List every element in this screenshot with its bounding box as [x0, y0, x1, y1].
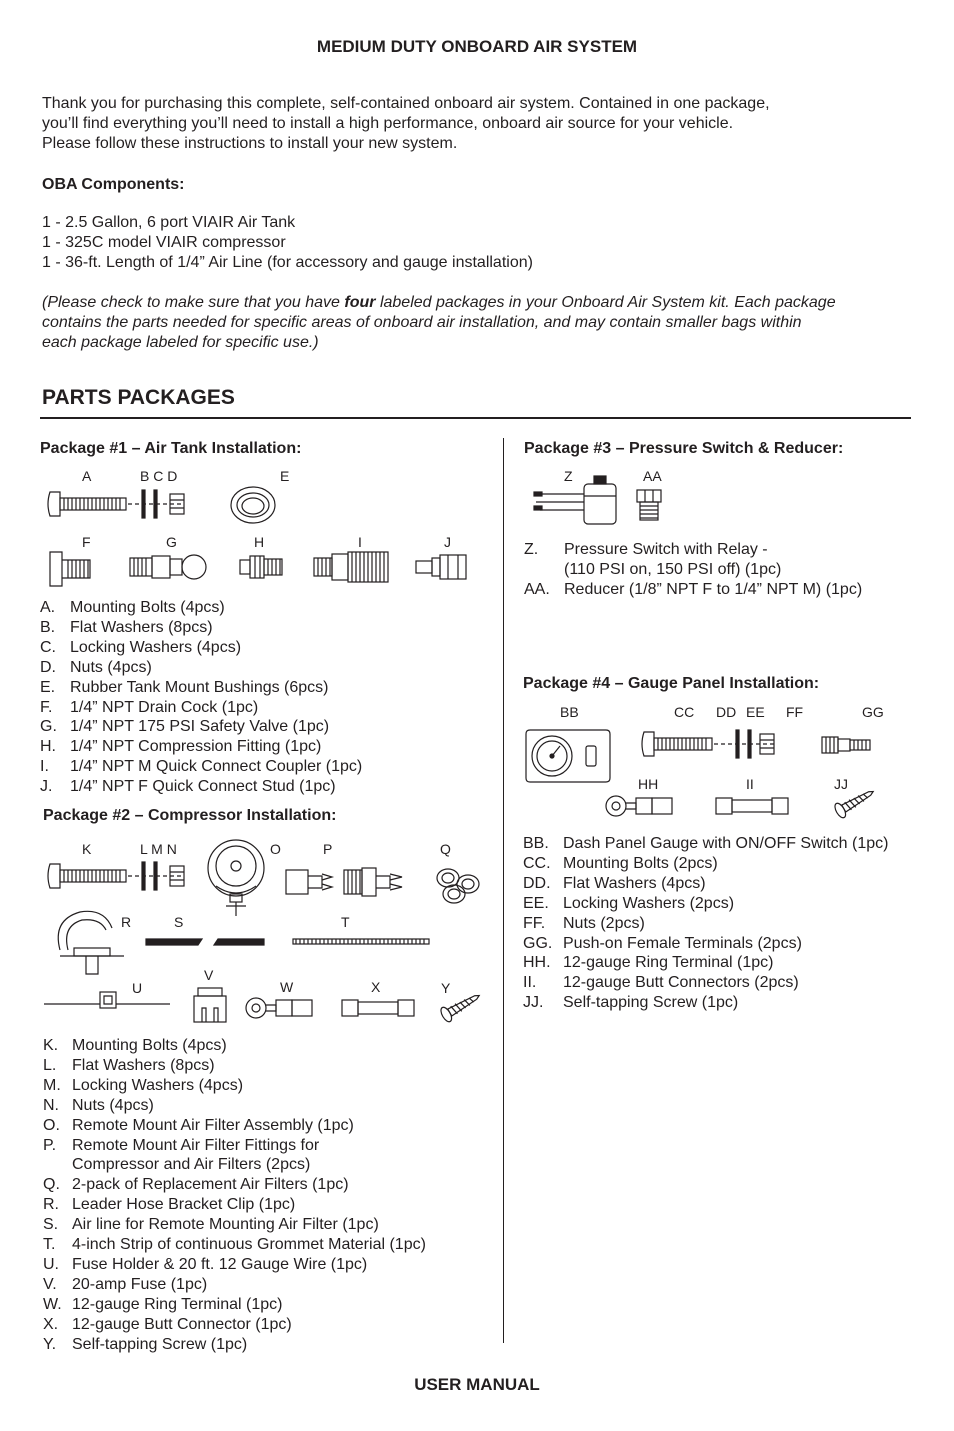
list-item: V. 20-amp Fuse (1pc): [43, 1275, 208, 1293]
parts-packages-heading: PARTS PACKAGES: [42, 386, 235, 409]
list-item: AA. Reducer (1/8” NPT F to 1/4” NPT M) (1pc): [524, 580, 863, 598]
intro-line: Please follow these instructions to install your new system.: [42, 135, 458, 152]
components-list: [42, 213, 533, 273]
self-tapping-screw-icon: [832, 786, 878, 818]
label-k: K: [82, 841, 92, 857]
ring-terminal-icon: [604, 794, 676, 818]
label-cc: CC: [674, 704, 695, 720]
package-1-list: [40, 598, 362, 797]
replacement-filters-icon: [434, 866, 484, 906]
label-p: P: [323, 841, 333, 857]
list-item: F. 1/4” NPT Drain Cock (1pc): [40, 698, 259, 716]
list-item: X. 12-gauge Butt Connector (1pc): [43, 1315, 292, 1333]
hose-bracket-clip-icon: [50, 900, 130, 980]
list-item: C. Locking Washers (4pcs): [40, 638, 242, 656]
list-item: I. 1/4” NPT M Quick Connect Coupler (1pc): [40, 758, 363, 776]
pressure-switch-icon: [532, 472, 622, 528]
label-u: U: [132, 980, 143, 996]
list-item: S. Air line for Remote Mounting Air Filter (1pc): [43, 1216, 379, 1234]
label-ee: EE: [746, 704, 765, 720]
list-item: D. Nuts (4pcs): [40, 658, 152, 676]
label-dd: DD: [716, 704, 737, 720]
label-f: F: [82, 534, 91, 550]
label-bcd: B C D: [140, 468, 178, 484]
label-q: Q: [440, 841, 451, 857]
list-item: Compressor and Air Filters (2pcs): [72, 1156, 311, 1174]
list-item: G. 1/4” NPT 175 PSI Safety Valve (1pc): [40, 718, 330, 736]
label-g: G: [166, 534, 177, 550]
package-1-title: Package #1 – Air Tank Installation:: [40, 440, 302, 457]
drain-cock-icon: [46, 548, 96, 590]
note-line: contains the parts needed for specific areas of onboard air installation, and may contain smaller bags within: [42, 314, 802, 331]
document-title: MEDIUM DUTY ONBOARD AIR SYSTEM: [316, 37, 638, 56]
list-item: M. Locking Washers (4pcs): [43, 1076, 244, 1094]
self-tapping-screw-icon: [438, 990, 484, 1022]
quick-connect-stud-icon: [414, 552, 470, 582]
list-item: Q. 2-pack of Replacement Air Filters (1pc): [43, 1176, 349, 1194]
list-item: FF. Nuts (2pcs): [523, 914, 645, 932]
quick-connect-coupler-icon: [312, 550, 392, 584]
package-4-title: Package #4 – Gauge Panel Installation:: [523, 675, 820, 692]
list-item: W. 12-gauge Ring Terminal (1pc): [43, 1295, 283, 1313]
fuse-icon: [190, 986, 230, 1024]
gauge-bolt-washers-nut-icon: [640, 726, 780, 762]
label-j: J: [444, 534, 451, 550]
label-gg: GG: [862, 704, 884, 720]
list-item: EE. Locking Washers (2pcs): [523, 894, 735, 912]
list-item: J. 1/4” NPT F Quick Connect Stud (1pc): [40, 778, 336, 796]
intro-paragraph: [42, 94, 770, 154]
butt-connector-icon: [340, 996, 416, 1020]
note-line: each package labeled for specific use.): [42, 334, 319, 351]
label-lmn: L M N: [140, 841, 177, 857]
compression-fitting-icon: [238, 552, 286, 582]
list-item: BB. Dash Panel Gauge with ON/OFF Switch (1pc): [523, 835, 889, 852]
list-item: JJ. Self-tapping Screw (1pc): [523, 994, 739, 1012]
butt-connector-icon: [714, 794, 790, 818]
package-4-list: [523, 834, 888, 1013]
list-item: K. Mounting Bolts (4pcs): [43, 1037, 227, 1054]
rubber-bushing-icon: [228, 484, 278, 526]
intro-line: Thank you for purchasing this complete, self-contained onboard air system. Contained in one package,: [42, 95, 770, 112]
component-item: 1 - 36-ft. Length of 1/4” Air Line (for accessory and gauge installation): [42, 254, 533, 271]
components-heading: OBA Components:: [42, 176, 185, 193]
mounting-bolt-washers-nut-icon: [46, 486, 196, 522]
reducer-icon: [634, 488, 664, 522]
list-item: L. Flat Washers (8pcs): [43, 1056, 215, 1074]
note-emphasis: four: [344, 294, 376, 311]
dash-panel-gauge-icon: [524, 728, 614, 784]
package-2-title: Package #2 – Compressor Installation:: [43, 807, 337, 824]
list-item: O. Remote Mount Air Filter Assembly (1pc): [43, 1116, 354, 1134]
list-item: U. Fuse Holder & 20 ft. 12 Gauge Wire (1pc): [43, 1255, 368, 1273]
filter-fittings-icon: [284, 862, 414, 902]
list-item: E. Rubber Tank Mount Bushings (6pcs): [40, 678, 329, 696]
label-x: X: [371, 979, 381, 995]
list-item: CC. Mounting Bolts (2pcs): [523, 854, 718, 872]
list-item: T. 4-inch Strip of continuous Grommet Material (1pc): [43, 1236, 426, 1254]
list-item: Z. Pressure Switch with Relay -: [524, 541, 768, 558]
label-aa: AA: [643, 468, 662, 484]
list-item: II. 12-gauge Butt Connectors (2pcs): [523, 974, 799, 992]
package-note: [42, 293, 836, 353]
list-item: P. Remote Mount Air Filter Fittings for: [43, 1136, 320, 1154]
list-item: HH. 12-gauge Ring Terminal (1pc): [523, 954, 774, 972]
package-3-title: Package #3 – Pressure Switch & Reducer:: [524, 440, 844, 457]
note-line: (Please check to make sure that you have four labeled packages in your Onboard Air System kit. Each package: [42, 294, 836, 311]
list-item: H. 1/4” NPT Compression Fitting (1pc): [40, 738, 322, 756]
label-y: Y: [441, 980, 451, 996]
grommet-strip-icon: [292, 938, 432, 946]
list-item: Y. Self-tapping Screw (1pc): [43, 1335, 248, 1353]
label-ii: II: [746, 776, 754, 792]
list-item: N. Nuts (4pcs): [43, 1096, 154, 1114]
list-item: B. Flat Washers (8pcs): [40, 618, 213, 636]
label-i: I: [358, 534, 362, 550]
label-r: R: [121, 914, 132, 930]
column-divider: [503, 438, 504, 1343]
component-item: 1 - 2.5 Gallon, 6 port VIAIR Air Tank: [42, 214, 296, 231]
label-a: A: [82, 468, 92, 484]
label-ff: FF: [786, 704, 804, 720]
intro-line: you’ll find everything you’ll need to install a high performance, onboard air source for your vehicle.: [42, 115, 734, 132]
package-3-list: [524, 540, 862, 600]
list-item: R. Leader Hose Bracket Clip (1pc): [43, 1196, 296, 1214]
package-2-list: [43, 1036, 426, 1355]
list-item: (110 PSI on, 150 PSI off) (1pc): [564, 560, 782, 578]
page-footer: USER MANUAL: [414, 1375, 540, 1394]
mounting-bolt-washers-nut-icon: [46, 858, 196, 894]
label-o: O: [270, 841, 281, 857]
label-s: S: [174, 914, 184, 930]
ring-terminal-icon: [244, 996, 316, 1020]
air-filter-icon: [202, 838, 270, 918]
fuse-holder-icon: [44, 988, 174, 1012]
label-bb: BB: [560, 704, 579, 720]
label-t: T: [341, 914, 350, 930]
female-terminal-icon: [820, 734, 874, 756]
label-hh: HH: [638, 776, 659, 792]
list-item: GG. Push-on Female Terminals (2pcs): [523, 934, 802, 952]
safety-valve-icon: [128, 552, 212, 582]
label-jj: JJ: [834, 776, 848, 792]
list-item: A. Mounting Bolts (4pcs): [40, 599, 225, 616]
section-divider: [40, 417, 911, 419]
air-line-icon: [146, 936, 266, 948]
label-h: H: [254, 534, 265, 550]
label-v: V: [204, 967, 214, 983]
label-w: W: [280, 979, 294, 995]
label-z: Z: [564, 468, 573, 484]
component-item: 1 - 325C model VIAIR compressor: [42, 234, 286, 251]
label-e: E: [280, 468, 290, 484]
list-item: DD. Flat Washers (4pcs): [523, 874, 706, 892]
